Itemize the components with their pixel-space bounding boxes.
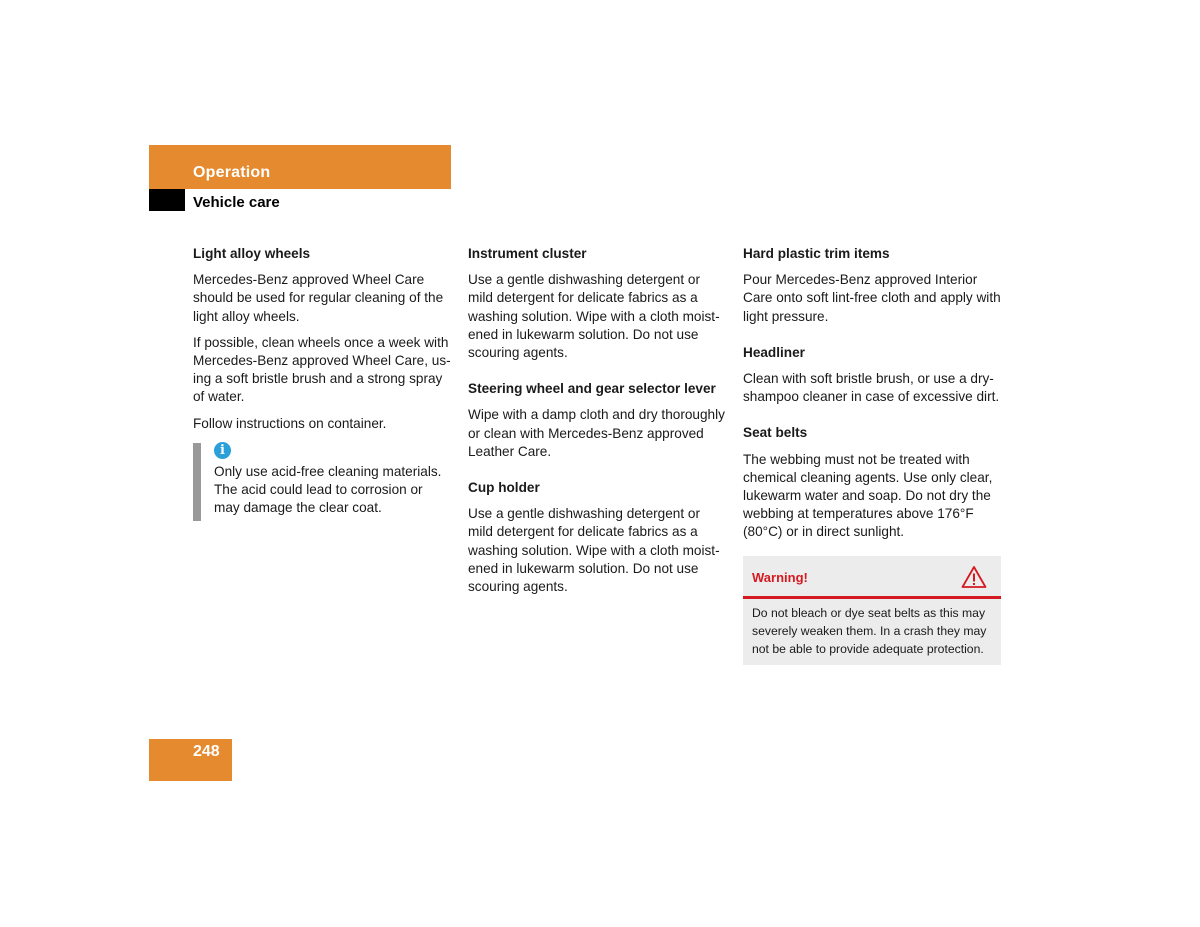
note-text: Only use acid-free cleaning materials. The acid could lead to corrosion or may damage the clear coat. bbox=[214, 463, 442, 516]
warning-box bbox=[743, 556, 1001, 666]
heading-headliner: Headliner bbox=[743, 344, 805, 360]
paragraph: Clean with soft bristle brush, or use a dry-shampoo cleaner in case of excessive dirt. bbox=[743, 371, 1000, 405]
info-icon: i bbox=[214, 442, 231, 459]
heading-hard-plastic-trim: Hard plastic trim items bbox=[743, 246, 890, 261]
paragraph: Use a gentle dishwashing detergent or mild detergent for delicate fabrics as a washing solution. Wipe with a cloth moist-ened in lukewarm solution. Do not use scouring agents. bbox=[468, 506, 720, 595]
subsection-title: Vehicle care bbox=[193, 194, 280, 211]
paragraph: The webbing must not be treated with chemical cleaning agents. Use only clear, lukewarm water and soap. Do not dry the webbing at temperatures above 176°F (80°C) or in direct sunlight. bbox=[743, 451, 993, 540]
paragraph: If possible, clean wheels once a week with Mercedes-Benz approved Wheel Care, us-ing a soft bristle brush and a strong spray of water. bbox=[193, 334, 451, 405]
warning-label: Warning! bbox=[752, 569, 808, 585]
warning-header bbox=[743, 556, 1001, 599]
column-3 bbox=[743, 245, 1001, 665]
heading-seat-belts: Seat belts bbox=[743, 425, 808, 441]
info-note bbox=[193, 441, 451, 518]
paragraph: Follow instructions on container. bbox=[193, 415, 387, 431]
warning-text: Do not bleach or dye seat belts as this may severely weaken them. In a crash they may not be able to provide adequate protection. bbox=[752, 605, 987, 657]
section-title: Operation bbox=[193, 164, 271, 181]
section-marker bbox=[149, 189, 185, 211]
note-bar bbox=[193, 443, 201, 521]
page-number: 248 bbox=[193, 743, 220, 760]
warning-triangle-icon bbox=[961, 565, 987, 589]
paragraph: Mercedes-Benz approved Wheel Care should be used for regular cleaning of the light alloy wheels. bbox=[193, 272, 444, 324]
column-1 bbox=[193, 245, 451, 517]
paragraph: Wipe with a damp cloth and dry thoroughly or clean with Mercedes-Benz approved Leather Care. bbox=[468, 407, 725, 459]
column-2 bbox=[468, 245, 726, 604]
heading-instrument-cluster: Instrument cluster bbox=[468, 246, 587, 261]
paragraph: Pour Mercedes-Benz approved Interior Care onto soft lint-free cloth and apply with light pressure. bbox=[743, 272, 1001, 324]
heading-steering-wheel: Steering wheel and gear selector lever bbox=[468, 381, 716, 397]
paragraph: Use a gentle dishwashing detergent or mild detergent for delicate fabrics as a washing solution. Wipe with a cloth moist-ened in lukewarm solution. Do not use scouring agents. bbox=[468, 272, 720, 361]
heading-cup-holder: Cup holder bbox=[468, 480, 540, 496]
heading-light-alloy-wheels: Light alloy wheels bbox=[193, 246, 311, 261]
